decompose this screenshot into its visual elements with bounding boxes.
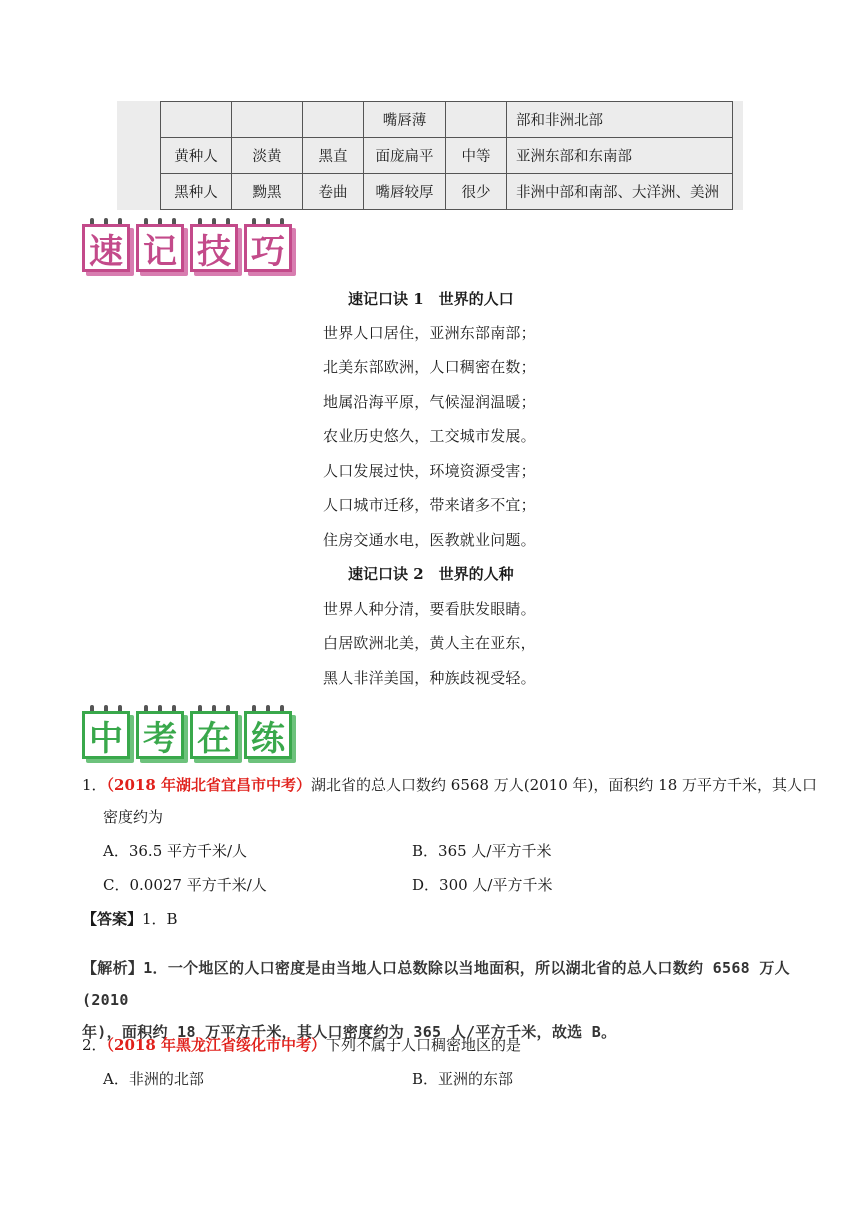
question-text-continued: 密度约为 — [103, 808, 164, 826]
question-2-stem — [82, 1034, 521, 1055]
table-cell: 淡黄 — [232, 138, 303, 174]
question-number: 1． — [82, 776, 107, 794]
poem-line: 人口发展过快，环境资源受害； — [323, 462, 536, 480]
table-cell: 黑直 — [303, 138, 364, 174]
poem-line: 人口城市迁移，带来诸多不宜； — [323, 496, 536, 514]
memory-tips-banner — [82, 224, 292, 272]
table-cell: 黝黑 — [232, 174, 303, 210]
option-a: A．36.5 平方千米/人 — [103, 842, 248, 860]
poem-line: 白居欧洲北美，黄人主在亚东， — [323, 634, 536, 652]
question-source: （2018 年黑龙江省绥化市中考） — [106, 1036, 327, 1054]
option-a: A．非洲的北部 — [103, 1070, 204, 1088]
question-text: 湖北省的总人口数约 6568 万人(2010 年)，面积约 18 万平方千米，其人口 — [311, 776, 818, 794]
option-b: B．365 人/平方千米 — [412, 842, 552, 860]
banner-tile — [190, 711, 238, 759]
table-row — [161, 138, 733, 174]
banner-tile — [190, 224, 238, 272]
question-1-stem — [82, 774, 817, 795]
answer-value: 1．B — [142, 910, 178, 928]
banner-char: 考 — [136, 711, 184, 759]
answer-line — [82, 908, 178, 929]
question-text: 下列不属于人口稠密地区的是 — [326, 1036, 522, 1054]
table-cell: 嘴唇薄 — [364, 102, 446, 138]
poem-line: 黑人非洋美国，种族歧视受轻。 — [323, 669, 536, 687]
banner-tile — [82, 224, 130, 272]
table-cell: 嘴唇较厚 — [364, 174, 446, 210]
banner-tile — [136, 711, 184, 759]
question-source: （2018 年湖北省宜昌市中考） — [106, 776, 312, 794]
question-number: 2． — [82, 1036, 107, 1054]
option-b: B．亚洲的东部 — [412, 1070, 514, 1088]
poem-line: 北美东部欧洲，人口稠密在数； — [323, 358, 536, 376]
table-cell: 非洲中部和南部、大洋洲、美洲 — [507, 174, 733, 210]
table-cell — [303, 102, 364, 138]
option-d: D．300 人/平方千米 — [412, 876, 553, 894]
poem2-title: 速记口诀 2 世界的人种 — [348, 565, 514, 583]
banner-char: 技 — [190, 224, 238, 272]
banner-tile — [136, 224, 184, 272]
poem-line: 地属沿海平原，气候湿润温暖； — [323, 393, 536, 411]
poem1-title: 速记口诀 1 世界的人口 — [348, 290, 514, 308]
table-cell: 部和非洲北部 — [507, 102, 733, 138]
table-row — [161, 174, 733, 210]
table-row — [161, 102, 733, 138]
table-cell: 面庞扁平 — [364, 138, 446, 174]
race-table — [160, 101, 733, 210]
option-c: C．0.0027 平方千米/人 — [103, 876, 267, 894]
explanation-line: 年)，面积约 18 万平方千米，其人口密度约为 365 人/平方千米，故选 B。 — [82, 1023, 617, 1041]
table-cell: 黄种人 — [161, 138, 232, 174]
table-cell — [446, 102, 507, 138]
exam-practice-banner — [82, 711, 292, 759]
table-cell: 中等 — [446, 138, 507, 174]
banner-tile — [82, 711, 130, 759]
banner-char: 巧 — [244, 224, 292, 272]
banner-char: 中 — [82, 711, 130, 759]
table-cell — [232, 102, 303, 138]
table-cell: 亚洲东部和东南部 — [507, 138, 733, 174]
table-cell — [161, 102, 232, 138]
poem-line: 农业历史悠久，工交城市发展。 — [323, 427, 536, 445]
banner-char: 练 — [244, 711, 292, 759]
race-table-container — [117, 101, 743, 210]
table-cell: 黑种人 — [161, 174, 232, 210]
poem-line: 世界人种分清，要看肤发眼睛。 — [323, 600, 536, 618]
banner-tile — [244, 224, 292, 272]
table-cell: 卷曲 — [303, 174, 364, 210]
poem-line: 世界人口居住，亚洲东部南部； — [323, 324, 536, 342]
answer-tag: 【答案】 — [82, 910, 143, 928]
banner-char: 速 — [82, 224, 130, 272]
banner-char: 在 — [190, 711, 238, 759]
banner-char: 记 — [136, 224, 184, 272]
table-cell: 很少 — [446, 174, 507, 210]
poem-line: 住房交通水电，医教就业问题。 — [323, 531, 536, 549]
banner-tile — [244, 711, 292, 759]
explanation-line: 【解析】1．一个地区的人口密度是由当地人口总数除以当地面积，所以湖北省的总人口数约 6568 万人(2010 — [82, 959, 790, 1009]
